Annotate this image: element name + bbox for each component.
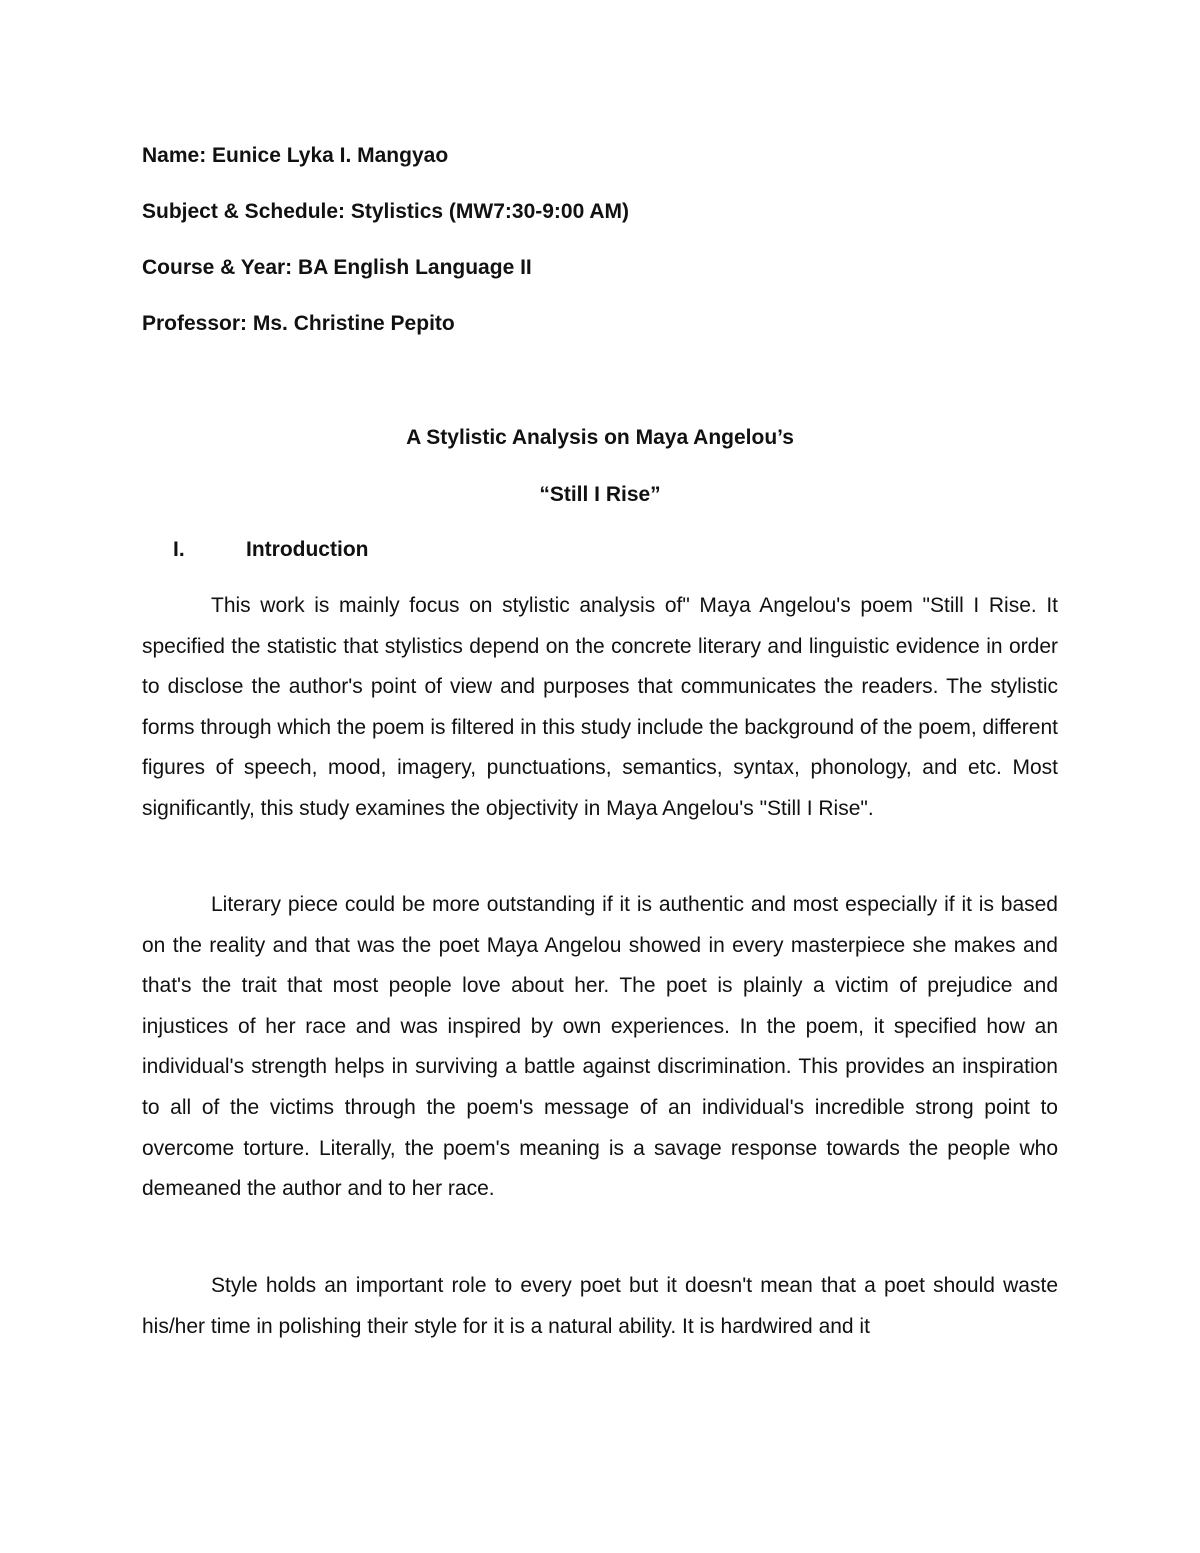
course-year: Course & Year: BA English Language II (142, 256, 532, 279)
body-paragraph: This work is mainly focus on stylistic analysis of" Maya Angelou's poem "Still I Rise. It specified the statistic that stylistics depend on the concrete literary and linguistic evidence in order to disclose the author's point of view and purposes that communicates the readers. The stylistic forms through which the poem is filtered in this study include the background of the poem, different figures of speech, mood, imagery, punctuations, semantics, syntax, phonology, and etc. Most significantly, this study examines the objectivity in Maya Angelou's "Still I Rise". (142, 594, 1058, 820)
body-paragraph: Literary piece could be more outstanding if it is authentic and most especially if it is based on the reality and that was the poet Maya Angelou showed in every masterpiece she makes and that's the trait that most people love about her. The poet is plainly a victim of prejudice and injustices of her race and was inspired by own experiences. In the poem, it specified how an individual's strength helps in surviving a battle against discrimination. This provides an inspiration to all of the victims through the poem's message of an individual's incredible strong point to overcome torture. Literally, the poem's meaning is a savage response towards the people who demeaned the author and to her race. (142, 893, 1058, 1201)
section-heading (173, 536, 368, 564)
body-paragraph: Style holds an important role to every poet but it doesn't mean that a poet should waste his/her time in polishing their style for it is a natural ability. It is hardwired and it (142, 1274, 1058, 1338)
student-name: Name: Eunice Lyka I. Mangyao (142, 144, 449, 167)
professor-name: Professor: Ms. Christine Pepito (142, 312, 455, 335)
subject-schedule: Subject & Schedule: Stylistics (MW7:30-9:00 AM) (142, 200, 629, 223)
document-title-line-2: “Still I Rise” (539, 483, 661, 506)
section-number: I. (173, 538, 185, 561)
document-title-line-1: A Stylistic Analysis on Maya Angelou’s (406, 426, 794, 449)
section-title: Introduction (246, 538, 369, 561)
